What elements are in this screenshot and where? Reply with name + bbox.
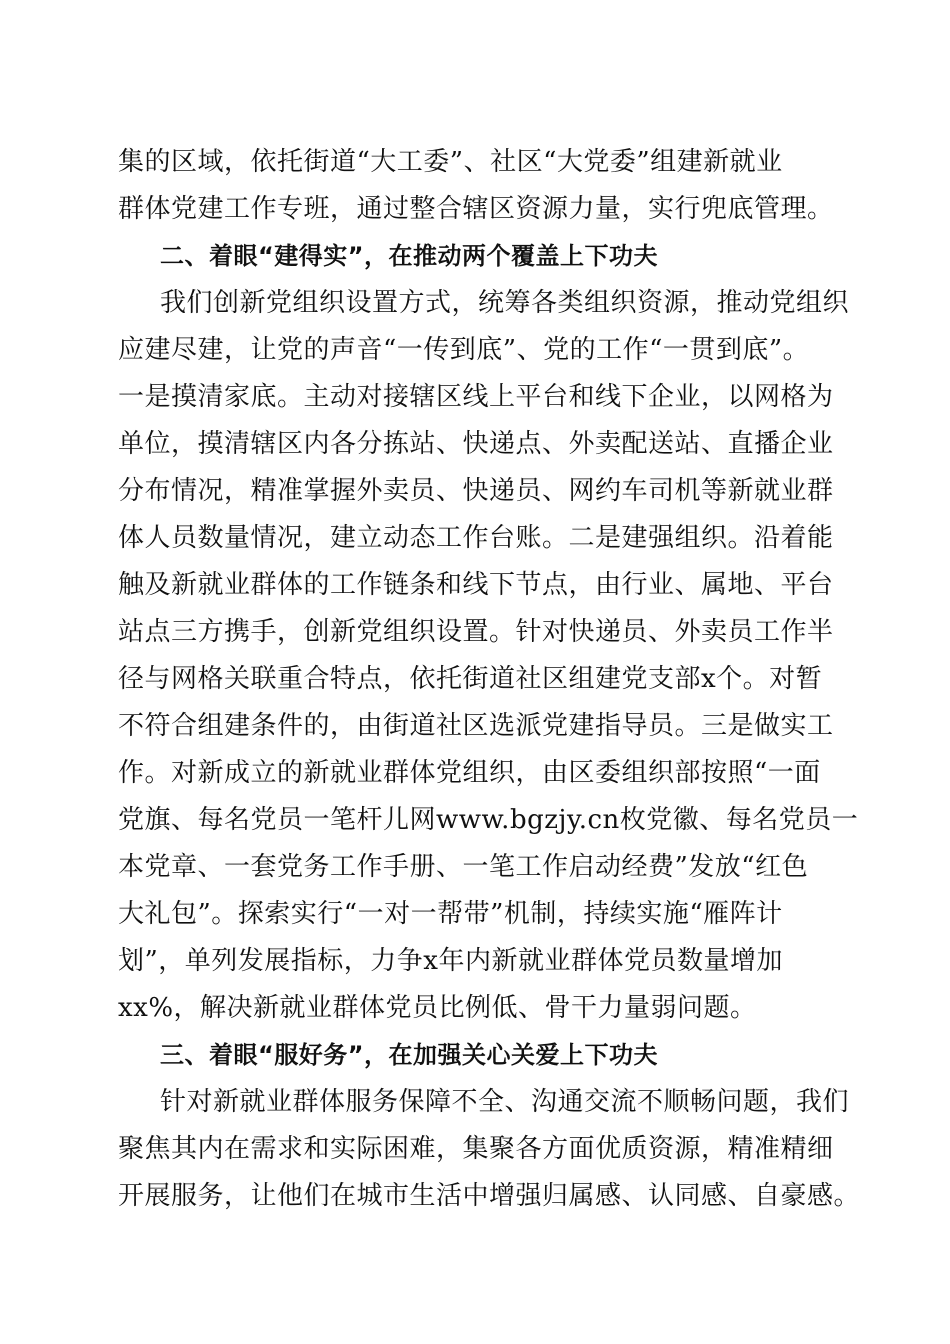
section-heading-2: 二、着眼“建得实”，在推动两个覆盖上下功夫 (160, 242, 659, 270)
body-text-line: 体人员数量情况，建立动态工作台账。二是建强组织。沿着能 (118, 523, 834, 553)
section-heading-3: 三、着眼“服好务”，在加强关心关爱上下功夫 (160, 1041, 659, 1069)
body-text-line: 集的区域，依托街道“大工委”、社区“大党委”组建新就业 (118, 147, 783, 177)
body-text-line: 单位，摸清辖区内各分拣站、快递点、外卖配送站、直播企业 (118, 429, 834, 459)
body-text-line: 针对新就业群体服务保障不全、沟通交流不顺畅问题，我们 (160, 1087, 850, 1117)
body-text-line: 分布情况，精准掌握外卖员、快递员、网约车司机等新就业群 (118, 476, 834, 506)
body-text-line: 站点三方携手，创新党组织设置。针对快递员、外卖员工作半 (118, 617, 834, 647)
body-text-line: 作。对新成立的新就业群体党组织，由区委组织部按照“一面 (118, 758, 821, 788)
body-text-line: 划”，单列发展指标，力争x年内新就业群体党员数量增加 (118, 946, 783, 976)
body-text-line: 一是摸清家底。主动对接辖区线上平台和线下企业，以网格为 (118, 382, 834, 412)
body-text-line: 应建尽建，让党的声音“一传到底”、党的工作“一贯到底”。 (118, 335, 810, 365)
body-text-line: 大礼包”。探索实行“一对一帮带”机制，持续实施“雁阵计 (118, 899, 783, 929)
body-text-line: 聚焦其内在需求和实际困难，集聚各方面优质资源，精准精细 (118, 1134, 834, 1164)
body-text-line: 我们创新党组织设置方式，统筹各类组织资源，推动党组织 (160, 288, 850, 318)
body-text-line: xx%，解决新就业群体党员比例低、骨干力量弱问题。 (118, 993, 757, 1023)
body-text-line: 不符合组建条件的，由街道社区选派党建指导员。三是做实工 (118, 711, 834, 741)
body-text-line: 触及新就业群体的工作链条和线下节点，由行业、属地、平台 (118, 570, 834, 600)
body-text-line: 党旗、每名党员一笔杆儿网www.bgzjy.cn枚党徽、每名党员一 (118, 805, 859, 835)
body-text-line: 本党章、一套党务工作手册、一笔工作启动经费”发放“红色 (118, 852, 809, 882)
body-text-line: 开展服务，让他们在城市生活中增强归属感、认同感、自豪感。 (118, 1181, 861, 1211)
body-text-line: 群体党建工作专班，通过整合辖区资源力量，实行兜底管理。 (118, 194, 834, 224)
body-text-line: 径与网格关联重合特点，依托街道社区组建党支部x个。对暂 (118, 664, 823, 694)
